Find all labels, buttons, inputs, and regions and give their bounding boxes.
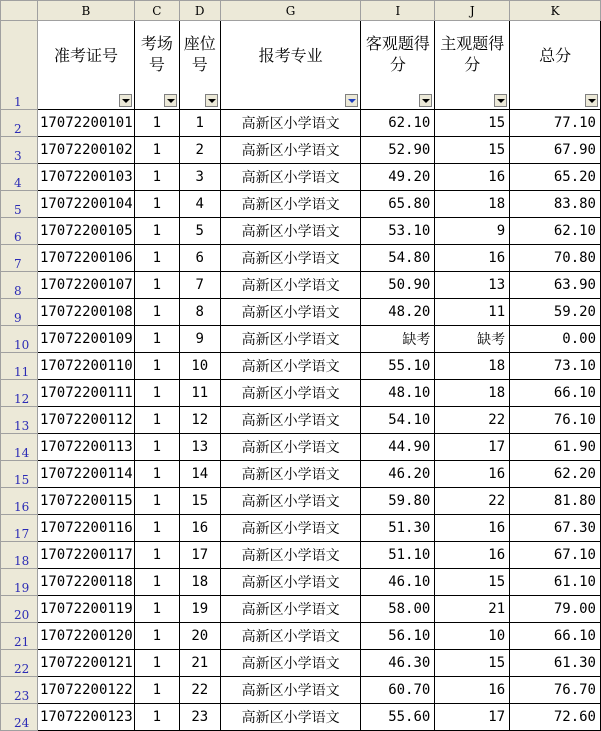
cell-room[interactable]: 1: [134, 650, 179, 677]
cell-subjective-score[interactable]: 18: [435, 353, 510, 380]
cell-seat[interactable]: 17: [179, 542, 220, 569]
table-row: [1, 704, 601, 731]
cell-objective-score[interactable]: 56.10: [361, 623, 435, 650]
cell-room[interactable]: 1: [134, 299, 179, 326]
cell-subjective-score[interactable]: 17: [435, 434, 510, 461]
cell-total-score[interactable]: 66.10: [510, 380, 601, 407]
cell-total-score[interactable]: 72.60: [510, 704, 601, 731]
cell-exam-id[interactable]: 17072200113: [37, 434, 134, 461]
cell-objective-score[interactable]: 65.80: [361, 191, 435, 218]
cell-seat[interactable]: 15: [179, 488, 220, 515]
cell-subjective-score[interactable]: 13: [435, 272, 510, 299]
cell-objective-score[interactable]: 46.20: [361, 461, 435, 488]
header-objective[interactable]: [361, 21, 435, 110]
cell-seat[interactable]: 3: [179, 164, 220, 191]
cell-objective-score[interactable]: 55.10: [361, 353, 435, 380]
row-number[interactable]: 17: [1, 515, 38, 542]
filter-dropdown-icon[interactable]: [419, 94, 432, 107]
cell-objective-score[interactable]: 53.10: [361, 218, 435, 245]
cell-major[interactable]: 高新区小学语文: [220, 164, 361, 191]
column-header-i[interactable]: I: [361, 1, 435, 21]
cell-exam-id[interactable]: 17072200107: [37, 272, 134, 299]
header-total-label: 总分: [539, 46, 572, 65]
cell-seat[interactable]: 8: [179, 299, 220, 326]
cell-room[interactable]: 1: [134, 326, 179, 353]
row-number[interactable]: 22: [1, 650, 38, 677]
cell-objective-score[interactable]: 46.30: [361, 650, 435, 677]
cell-total-score[interactable]: 67.10: [510, 542, 601, 569]
table-row: [1, 299, 601, 326]
cell-seat[interactable]: 16: [179, 515, 220, 542]
cell-major[interactable]: 高新区小学语文: [220, 137, 361, 164]
table-row: [1, 515, 601, 542]
row-number[interactable]: 18: [1, 542, 38, 569]
cell-room[interactable]: 1: [134, 110, 179, 137]
cell-major[interactable]: 高新区小学语文: [220, 461, 361, 488]
cell-major[interactable]: 高新区小学语文: [220, 380, 361, 407]
cell-room[interactable]: 1: [134, 677, 179, 704]
header-major-label: 报考专业: [258, 46, 323, 65]
cell-exam-id[interactable]: 17072200111: [37, 380, 134, 407]
table-row: [1, 542, 601, 569]
cell-major[interactable]: 高新区小学语文: [220, 353, 361, 380]
row-number[interactable]: 12: [1, 380, 38, 407]
row-number[interactable]: 24: [1, 704, 38, 731]
filter-dropdown-icon[interactable]: [205, 94, 218, 107]
cell-exam-id[interactable]: 17072200118: [37, 569, 134, 596]
cell-exam-id[interactable]: 17072200103: [37, 164, 134, 191]
cell-exam-id[interactable]: 17072200109: [37, 326, 134, 353]
table-row: [1, 164, 601, 191]
row-number[interactable]: 8: [1, 272, 38, 299]
cell-subjective-score[interactable]: 18: [435, 191, 510, 218]
cell-seat[interactable]: 1: [179, 110, 220, 137]
table-row: [1, 137, 601, 164]
column-header-g[interactable]: G: [220, 1, 361, 21]
cell-exam-id[interactable]: 17072200108: [37, 299, 134, 326]
cell-objective-score[interactable]: 48.10: [361, 380, 435, 407]
cell-exam-id[interactable]: 17072200122: [37, 677, 134, 704]
cell-major[interactable]: 高新区小学语文: [220, 191, 361, 218]
cell-objective-score[interactable]: 48.20: [361, 299, 435, 326]
cell-total-score[interactable]: 66.10: [510, 623, 601, 650]
cell-objective-score[interactable]: 62.10: [361, 110, 435, 137]
cell-seat[interactable]: 10: [179, 353, 220, 380]
row-number[interactable]: 7: [1, 245, 38, 272]
cell-exam-id[interactable]: 17072200102: [37, 137, 134, 164]
cell-seat[interactable]: 22: [179, 677, 220, 704]
cell-seat[interactable]: 21: [179, 650, 220, 677]
table-row: [1, 407, 601, 434]
cell-subjective-score[interactable]: 16: [435, 164, 510, 191]
cell-exam-id[interactable]: 17072200112: [37, 407, 134, 434]
cell-major[interactable]: 高新区小学语文: [220, 407, 361, 434]
header-room-label: 考场号: [140, 34, 173, 74]
row-number[interactable]: 23: [1, 677, 38, 704]
cell-exam-id[interactable]: 17072200105: [37, 218, 134, 245]
cell-seat[interactable]: 14: [179, 461, 220, 488]
cell-objective-score[interactable]: 49.20: [361, 164, 435, 191]
cell-subjective-score[interactable]: 18: [435, 380, 510, 407]
cell-room[interactable]: 1: [134, 353, 179, 380]
cell-subjective-score[interactable]: 21: [435, 596, 510, 623]
header-exam-id[interactable]: [37, 21, 134, 110]
cell-objective-score[interactable]: 52.90: [361, 137, 435, 164]
cell-exam-id[interactable]: 17072200116: [37, 515, 134, 542]
row-number[interactable]: 2: [1, 110, 38, 137]
table-row: [1, 461, 601, 488]
cell-seat[interactable]: 9: [179, 326, 220, 353]
header-subjective-label: 主观题得分: [440, 34, 505, 74]
row-number[interactable]: 6: [1, 218, 38, 245]
cell-subjective-score[interactable]: 15: [435, 650, 510, 677]
cell-total-score[interactable]: 83.80: [510, 191, 601, 218]
cell-objective-score[interactable]: 54.10: [361, 407, 435, 434]
cell-objective-score[interactable]: 46.10: [361, 569, 435, 596]
cell-exam-id[interactable]: 17072200114: [37, 461, 134, 488]
cell-seat[interactable]: 23: [179, 704, 220, 731]
header-subjective[interactable]: [435, 21, 510, 110]
cell-room[interactable]: 1: [134, 191, 179, 218]
cell-objective-score[interactable]: 60.70: [361, 677, 435, 704]
cell-total-score[interactable]: 62.10: [510, 218, 601, 245]
cell-major[interactable]: 高新区小学语文: [220, 299, 361, 326]
cell-seat[interactable]: 12: [179, 407, 220, 434]
cell-exam-id[interactable]: 17072200101: [37, 110, 134, 137]
active-filter-dropdown-icon[interactable]: [345, 94, 358, 107]
row-number[interactable]: 16: [1, 488, 38, 515]
cell-total-score[interactable]: 63.90: [510, 272, 601, 299]
header-major[interactable]: [220, 21, 361, 110]
table-row: [1, 326, 601, 353]
cell-major[interactable]: 高新区小学语文: [220, 488, 361, 515]
cell-room[interactable]: 1: [134, 461, 179, 488]
cell-subjective-score[interactable]: 11: [435, 299, 510, 326]
cell-room[interactable]: 1: [134, 245, 179, 272]
cell-room[interactable]: 1: [134, 515, 179, 542]
filter-dropdown-icon[interactable]: [585, 94, 598, 107]
header-seat-label: 座位号: [183, 34, 216, 74]
cell-total-score[interactable]: 73.10: [510, 353, 601, 380]
cell-subjective-score[interactable]: 22: [435, 488, 510, 515]
cell-room[interactable]: 1: [134, 272, 179, 299]
cell-exam-id[interactable]: 17072200120: [37, 623, 134, 650]
cell-total-score[interactable]: 76.70: [510, 677, 601, 704]
cell-exam-id[interactable]: 17072200123: [37, 704, 134, 731]
table-row: [1, 650, 601, 677]
cell-exam-id[interactable]: 17072200121: [37, 650, 134, 677]
cell-major[interactable]: 高新区小学语文: [220, 542, 361, 569]
row-number[interactable]: 10: [1, 326, 38, 353]
cell-room[interactable]: 1: [134, 218, 179, 245]
cell-seat[interactable]: 5: [179, 218, 220, 245]
cell-room[interactable]: 1: [134, 488, 179, 515]
cell-subjective-score[interactable]: 17: [435, 704, 510, 731]
cell-total-score[interactable]: 77.10: [510, 110, 601, 137]
header-total[interactable]: [510, 21, 601, 110]
header-room[interactable]: [134, 21, 179, 110]
table-row: [1, 488, 601, 515]
cell-exam-id[interactable]: 17072200110: [37, 353, 134, 380]
table-row: [1, 380, 601, 407]
cell-exam-id[interactable]: 17072200119: [37, 596, 134, 623]
cell-major[interactable]: 高新区小学语文: [220, 677, 361, 704]
cell-objective-score[interactable]: 44.90: [361, 434, 435, 461]
cell-major[interactable]: 高新区小学语文: [220, 218, 361, 245]
cell-seat[interactable]: 20: [179, 623, 220, 650]
header-exam-id-label: 准考证号: [53, 46, 118, 65]
table-row: [1, 272, 601, 299]
cell-total-score[interactable]: 81.80: [510, 488, 601, 515]
row-number[interactable]: 13: [1, 407, 38, 434]
cell-total-score[interactable]: 67.30: [510, 515, 601, 542]
cell-seat[interactable]: 6: [179, 245, 220, 272]
table-header-row: [1, 21, 601, 110]
column-header-j[interactable]: J: [435, 1, 510, 21]
cell-major[interactable]: 高新区小学语文: [220, 650, 361, 677]
cell-major[interactable]: 高新区小学语文: [220, 326, 361, 353]
table-row: [1, 434, 601, 461]
cell-total-score[interactable]: 61.90: [510, 434, 601, 461]
cell-total-score[interactable]: 79.00: [510, 596, 601, 623]
cell-subjective-score[interactable]: 缺考: [435, 326, 510, 353]
cell-subjective-score[interactable]: 16: [435, 542, 510, 569]
cell-total-score[interactable]: 62.20: [510, 461, 601, 488]
table-row: [1, 191, 601, 218]
cell-subjective-score[interactable]: 16: [435, 461, 510, 488]
filter-dropdown-icon[interactable]: [494, 94, 507, 107]
row-number[interactable]: 4: [1, 164, 38, 191]
cell-exam-id[interactable]: 17072200106: [37, 245, 134, 272]
cell-room[interactable]: 1: [134, 434, 179, 461]
row-number[interactable]: 20: [1, 596, 38, 623]
filter-dropdown-icon[interactable]: [164, 94, 177, 107]
cell-room[interactable]: 1: [134, 137, 179, 164]
cell-room[interactable]: 1: [134, 407, 179, 434]
cell-subjective-score[interactable]: 22: [435, 407, 510, 434]
cell-objective-score[interactable]: 51.30: [361, 515, 435, 542]
cell-objective-score[interactable]: 50.90: [361, 272, 435, 299]
cell-subjective-score[interactable]: 10: [435, 623, 510, 650]
row-number[interactable]: 9: [1, 299, 38, 326]
cell-room[interactable]: 1: [134, 704, 179, 731]
cell-room[interactable]: 1: [134, 596, 179, 623]
cell-subjective-score[interactable]: 9: [435, 218, 510, 245]
cell-subjective-score[interactable]: 15: [435, 137, 510, 164]
cell-total-score[interactable]: 70.80: [510, 245, 601, 272]
row-number[interactable]: 14: [1, 434, 38, 461]
cell-seat[interactable]: 4: [179, 191, 220, 218]
table-row: [1, 596, 601, 623]
table-row: [1, 353, 601, 380]
row-number[interactable]: 11: [1, 353, 38, 380]
column-header-d[interactable]: D: [179, 1, 220, 21]
column-header-b[interactable]: B: [37, 1, 134, 21]
cell-objective-score[interactable]: 缺考: [361, 326, 435, 353]
cell-seat[interactable]: 7: [179, 272, 220, 299]
cell-objective-score[interactable]: 55.60: [361, 704, 435, 731]
cell-objective-score[interactable]: 59.80: [361, 488, 435, 515]
header-seat[interactable]: [179, 21, 220, 110]
table-row: [1, 623, 601, 650]
cell-total-score[interactable]: 0.00: [510, 326, 601, 353]
table-row: [1, 110, 601, 137]
cell-subjective-score[interactable]: 15: [435, 110, 510, 137]
cell-total-score[interactable]: 67.90: [510, 137, 601, 164]
cell-exam-id[interactable]: 17072200115: [37, 488, 134, 515]
row-number[interactable]: 1: [1, 21, 38, 110]
cell-major[interactable]: 高新区小学语文: [220, 110, 361, 137]
column-header-c[interactable]: C: [134, 1, 179, 21]
row-number[interactable]: 19: [1, 569, 38, 596]
cell-objective-score[interactable]: 58.00: [361, 596, 435, 623]
cell-total-score[interactable]: 61.10: [510, 569, 601, 596]
header-objective-label: 客观题得分: [365, 34, 430, 74]
row-number[interactable]: 21: [1, 623, 38, 650]
cell-subjective-score[interactable]: 16: [435, 245, 510, 272]
cell-total-score[interactable]: 65.20: [510, 164, 601, 191]
cell-major[interactable]: 高新区小学语文: [220, 596, 361, 623]
cell-room[interactable]: 1: [134, 380, 179, 407]
cell-total-score[interactable]: 61.30: [510, 650, 601, 677]
cell-room[interactable]: 1: [134, 542, 179, 569]
cell-seat[interactable]: 11: [179, 380, 220, 407]
cell-total-score[interactable]: 59.20: [510, 299, 601, 326]
select-all-corner[interactable]: [1, 1, 38, 21]
cell-major[interactable]: 高新区小学语文: [220, 272, 361, 299]
cell-objective-score[interactable]: 54.80: [361, 245, 435, 272]
table-row: [1, 677, 601, 704]
cell-seat[interactable]: 2: [179, 137, 220, 164]
filter-dropdown-icon[interactable]: [119, 94, 132, 107]
table-row: [1, 569, 601, 596]
cell-major[interactable]: 高新区小学语文: [220, 623, 361, 650]
table-row: [1, 245, 601, 272]
cell-major[interactable]: 高新区小学语文: [220, 245, 361, 272]
table-row: [1, 218, 601, 245]
cell-objective-score[interactable]: 51.10: [361, 542, 435, 569]
cell-exam-id[interactable]: 17072200104: [37, 191, 134, 218]
cell-major[interactable]: 高新区小学语文: [220, 434, 361, 461]
cell-subjective-score[interactable]: 16: [435, 515, 510, 542]
cell-room[interactable]: 1: [134, 569, 179, 596]
cell-exam-id[interactable]: 17072200117: [37, 542, 134, 569]
row-number[interactable]: 15: [1, 461, 38, 488]
column-header-k[interactable]: K: [510, 1, 601, 21]
cell-major[interactable]: 高新区小学语文: [220, 515, 361, 542]
row-number[interactable]: 5: [1, 191, 38, 218]
cell-room[interactable]: 1: [134, 623, 179, 650]
cell-seat[interactable]: 19: [179, 596, 220, 623]
cell-total-score[interactable]: 76.10: [510, 407, 601, 434]
cell-seat[interactable]: 18: [179, 569, 220, 596]
cell-major[interactable]: 高新区小学语文: [220, 704, 361, 731]
column-header-row: [1, 1, 601, 21]
cell-major[interactable]: 高新区小学语文: [220, 569, 361, 596]
cell-subjective-score[interactable]: 15: [435, 569, 510, 596]
row-number[interactable]: 3: [1, 137, 38, 164]
cell-room[interactable]: 1: [134, 164, 179, 191]
cell-subjective-score[interactable]: 16: [435, 677, 510, 704]
cell-seat[interactable]: 13: [179, 434, 220, 461]
